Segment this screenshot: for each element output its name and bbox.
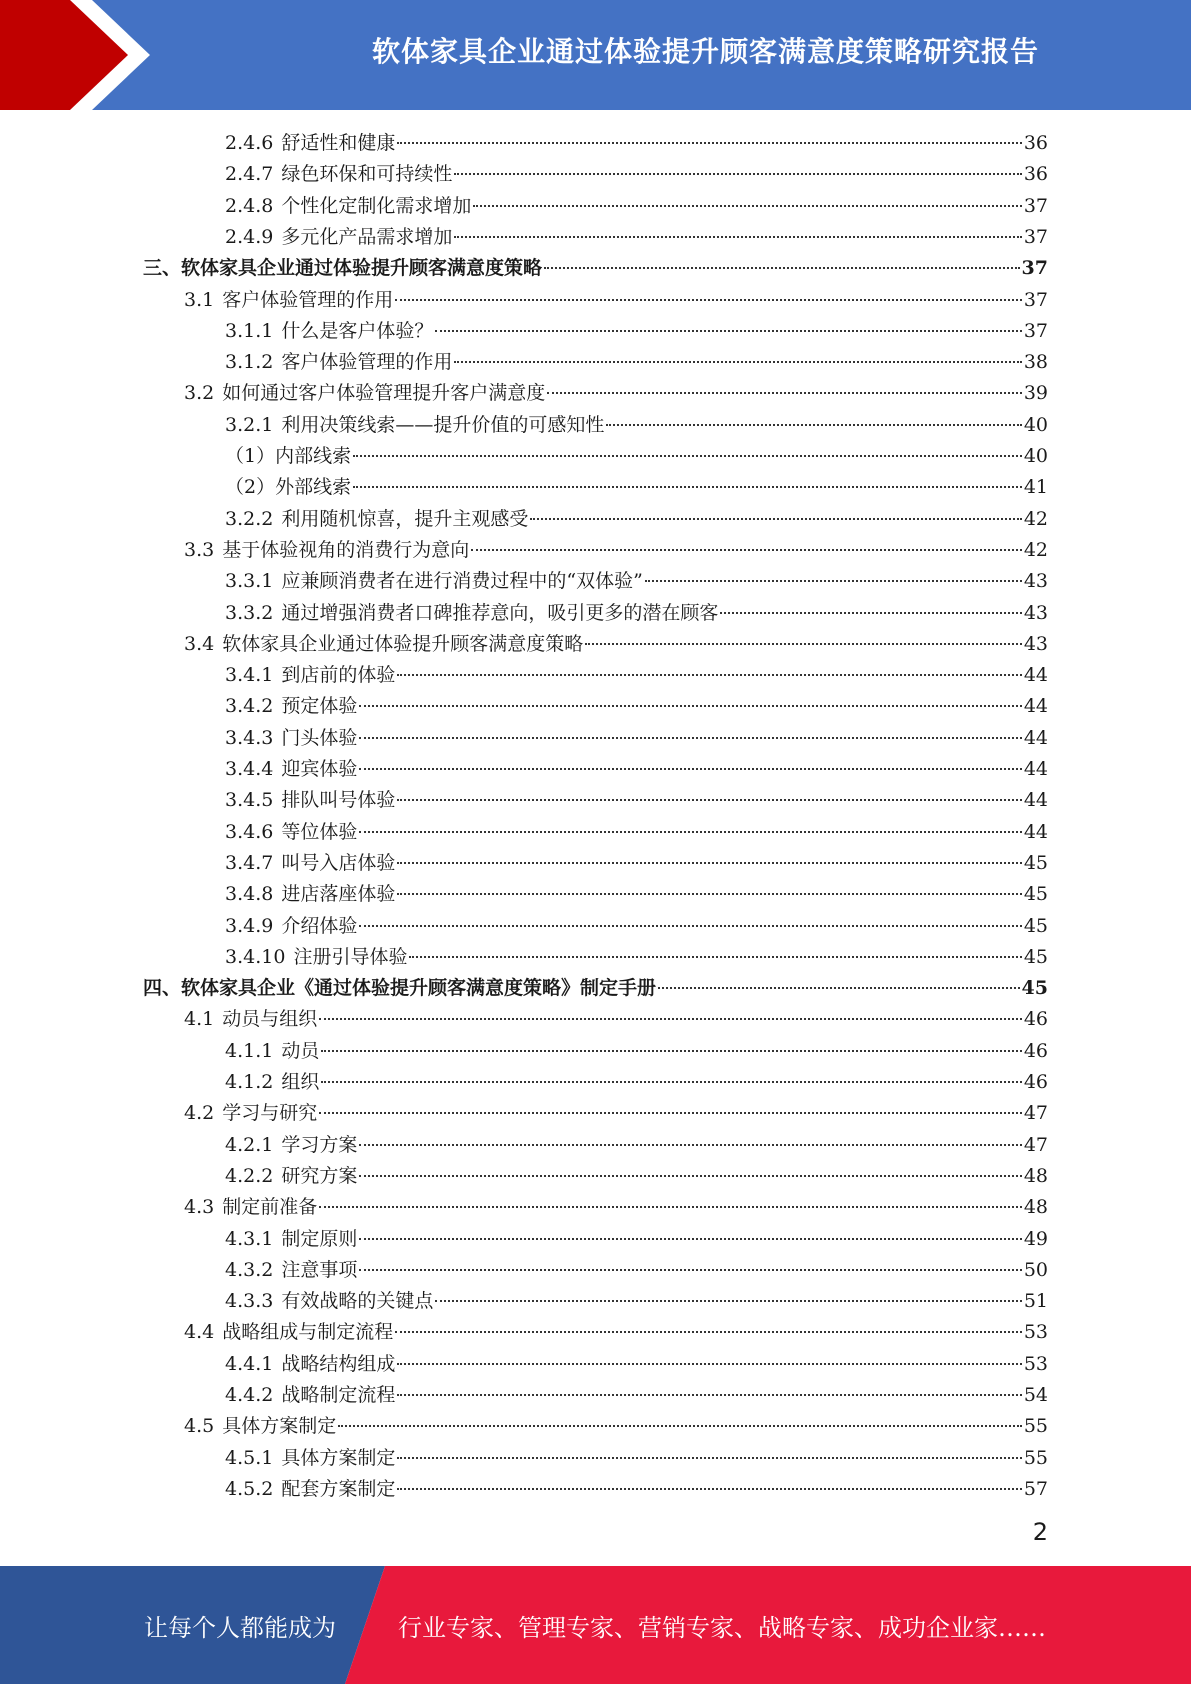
toc-entry-page: 57 — [1023, 1478, 1048, 1500]
toc-entry-number: 3.1.2 — [225, 351, 274, 373]
toc-dot-leader — [397, 1394, 1021, 1396]
toc-entry[interactable] — [225, 1067, 1048, 1098]
toc-entry-page: 43 — [1023, 602, 1048, 624]
toc-entry[interactable] — [225, 1161, 1048, 1192]
toc-entry-title: 软体家具企业通过体验提升顾客满意度策略 — [222, 633, 584, 655]
toc-entry-title: 具体方案制定 — [222, 1415, 337, 1437]
toc-entry[interactable] — [225, 879, 1048, 910]
toc-entry[interactable] — [143, 973, 1048, 1004]
toc-entry-number: 3.4.7 — [225, 852, 274, 874]
toc-entry-page: 43 — [1023, 633, 1048, 655]
toc-entry-number: 4.3.1 — [225, 1228, 274, 1250]
toc-entry-number: 4.3 — [184, 1196, 215, 1218]
toc-entry-number: 2.4.8 — [225, 195, 274, 217]
toc-dot-leader — [338, 1425, 1022, 1427]
toc-entry-page: 46 — [1023, 1040, 1048, 1062]
toc-dot-leader — [353, 455, 1022, 457]
toc-entry-page: 37 — [1023, 289, 1048, 311]
toc-entry-page: 41 — [1023, 476, 1048, 498]
toc-entry-page: 38 — [1023, 351, 1048, 373]
toc-entry-number: 3.3.2 — [225, 602, 274, 624]
toc-entry-number: 4.5.2 — [225, 1478, 274, 1500]
toc-entry[interactable] — [225, 441, 1048, 472]
toc-entry-page: 40 — [1023, 414, 1048, 436]
toc-dot-leader — [397, 142, 1021, 144]
toc-entry[interactable] — [225, 691, 1048, 722]
toc-dot-leader — [658, 987, 1020, 989]
toc-entry-page: 54 — [1023, 1384, 1048, 1406]
toc-entry[interactable] — [143, 253, 1048, 284]
toc-entry-number: 3.4.3 — [225, 727, 274, 749]
toc-entry-title: 如何通过客户体验管理提升客户满意度 — [222, 382, 546, 404]
toc-entry[interactable] — [225, 159, 1048, 190]
toc-entry-page: 43 — [1023, 570, 1048, 592]
toc-entry-title: 动员与组织 — [222, 1008, 318, 1030]
toc-entry-page: 45 — [1023, 915, 1048, 937]
toc-dot-leader — [435, 1300, 1021, 1302]
toc-entry-number: 3.4.1 — [225, 664, 274, 686]
toc-entry-title: 通过增强消费者口碑推荐意向，吸引更多的潜在顾客 — [281, 602, 719, 624]
toc-dot-leader — [645, 580, 1022, 582]
toc-entry-title: 叫号入店体验 — [281, 852, 396, 874]
toc-entry-title: 基于体验视角的消费行为意向 — [222, 539, 470, 561]
toc-entry-page: 40 — [1023, 445, 1048, 467]
toc-entry[interactable] — [225, 1286, 1048, 1317]
toc-entry[interactable] — [225, 660, 1048, 691]
toc-entry-number: 3.4.6 — [225, 821, 274, 843]
toc-entry[interactable] — [225, 316, 1048, 347]
toc-entry-title: 多元化产品需求增加 — [281, 226, 453, 248]
toc-entry-title: 学习与研究 — [222, 1102, 318, 1124]
toc-dot-leader — [471, 549, 1022, 551]
toc-entry[interactable] — [225, 347, 1048, 378]
toc-entry-number: 3.2.1 — [225, 414, 274, 436]
toc-dot-leader — [353, 486, 1022, 488]
toc-entry-number: 4.2.1 — [225, 1134, 274, 1156]
toc-entry-title: 门头体验 — [281, 727, 358, 749]
toc-entry[interactable] — [225, 785, 1048, 816]
toc-dot-leader — [473, 205, 1021, 207]
toc-entry-number: 3.4 — [184, 633, 215, 655]
toc-entry-number: 3.4.4 — [225, 758, 274, 780]
toc-entry[interactable] — [184, 285, 1048, 316]
toc-entry-title: 组织 — [281, 1071, 320, 1093]
toc-entry-page: 45 — [1023, 883, 1048, 905]
toc-entry[interactable] — [184, 1098, 1048, 1129]
toc-entry[interactable] — [225, 410, 1048, 441]
toc-dot-leader — [319, 1018, 1022, 1020]
toc-entry-title: 三、软体家具企业通过体验提升顾客满意度策略 — [143, 257, 543, 279]
toc-dot-leader — [544, 267, 1020, 269]
toc-dot-leader — [585, 643, 1022, 645]
toc-entry[interactable] — [225, 1474, 1048, 1505]
toc-entry-title: 四、软体家具企业《通过体验提升顾客满意度策略》制定手册 — [143, 977, 657, 999]
toc-entry[interactable] — [225, 817, 1048, 848]
toc-dot-leader — [547, 392, 1022, 394]
toc-entry[interactable] — [225, 128, 1048, 159]
toc-entry-page: 42 — [1023, 539, 1048, 561]
toc-entry-page: 55 — [1023, 1447, 1048, 1469]
toc-entry-title: （1）内部线索 — [225, 445, 352, 467]
toc-entry[interactable] — [184, 1004, 1048, 1035]
toc-entry-title: 绿色环保和可持续性 — [281, 163, 453, 185]
toc-entry-number: 2.4.9 — [225, 226, 274, 248]
toc-entry-page: 50 — [1023, 1259, 1048, 1281]
toc-dot-leader — [397, 1363, 1021, 1365]
toc-entry-number: 4.5.1 — [225, 1447, 274, 1469]
toc-entry-title: 客户体验管理的作用 — [281, 351, 453, 373]
toc-dot-leader — [319, 1206, 1022, 1208]
toc-entry-title: 什么是客户体验？ — [281, 320, 434, 342]
toc-entry-number: 3.4.2 — [225, 695, 274, 717]
toc-entry-number: 4.2 — [184, 1102, 215, 1124]
toc-entry-title: 学习方案 — [281, 1134, 358, 1156]
toc-dot-leader — [395, 1331, 1022, 1333]
footer-slogan-left: 让每个人都能成为 — [144, 1613, 336, 1642]
toc-entry-number: 3.3 — [184, 539, 215, 561]
toc-entry-page: 49 — [1023, 1228, 1048, 1250]
toc-entry-page: 37 — [1023, 320, 1048, 342]
toc-entry-title: 利用决策线索——提升价值的可感知性 — [281, 414, 605, 436]
toc-entry-page: 46 — [1023, 1071, 1048, 1093]
toc-entry-title: （2）外部线索 — [225, 476, 352, 498]
toc-entry[interactable] — [184, 629, 1048, 660]
toc-dot-leader — [397, 1457, 1021, 1459]
toc-entry[interactable] — [225, 942, 1048, 973]
toc-entry-page: 37 — [1023, 195, 1048, 217]
toc-entry-title: 有效战略的关键点 — [281, 1290, 434, 1312]
toc-dot-leader — [454, 173, 1021, 175]
toc-dot-leader — [395, 299, 1022, 301]
toc-entry-number: 4.3.2 — [225, 1259, 274, 1281]
toc-entry-title: 进店落座体验 — [281, 883, 396, 905]
toc-entry-number: 4.3.3 — [225, 1290, 274, 1312]
toc-entry-number: 4.1.2 — [225, 1071, 274, 1093]
toc-entry[interactable] — [184, 378, 1048, 409]
toc-entry-number: 4.5 — [184, 1415, 215, 1437]
toc-dot-leader — [321, 1050, 1021, 1052]
toc-entry-page: 51 — [1023, 1290, 1048, 1312]
toc-entry[interactable] — [225, 472, 1048, 503]
toc-dot-leader — [606, 424, 1021, 426]
footer-band — [0, 1566, 1191, 1684]
toc-entry-page: 37 — [1021, 257, 1048, 279]
toc-entry-title: 战略组成与制定流程 — [222, 1321, 394, 1343]
toc-entry[interactable] — [225, 1380, 1048, 1411]
toc-entry-number: 3.2.2 — [225, 508, 274, 530]
toc-dot-leader — [720, 612, 1021, 614]
toc-entry-page: 37 — [1023, 226, 1048, 248]
toc-entry-page: 44 — [1023, 727, 1048, 749]
toc-entry-number: 4.4 — [184, 1321, 215, 1343]
toc-entry[interactable] — [184, 535, 1048, 566]
toc-entry-page: 39 — [1023, 382, 1048, 404]
toc-entry-title: 战略制定流程 — [281, 1384, 396, 1406]
toc-dot-leader — [321, 1081, 1021, 1083]
toc-entry[interactable] — [184, 1317, 1048, 1348]
toc-entry-number: 3.2 — [184, 382, 215, 404]
toc-entry-number: 3.4.8 — [225, 883, 274, 905]
toc-entry-title: 舒适性和健康 — [281, 132, 396, 154]
toc-dot-leader — [454, 236, 1021, 238]
toc-dot-leader — [359, 1238, 1021, 1240]
toc-entry[interactable] — [225, 566, 1048, 597]
toc-entry-title: 制定原则 — [281, 1228, 358, 1250]
toc-entry-number: 3.4.9 — [225, 915, 274, 937]
toc-dot-leader — [359, 1144, 1021, 1146]
toc-entry-page: 53 — [1023, 1321, 1048, 1343]
toc-entry[interactable] — [225, 222, 1048, 253]
toc-entry-page: 44 — [1023, 821, 1048, 843]
toc-entry[interactable] — [184, 1411, 1048, 1442]
toc-entry-number: 3.4.10 — [225, 946, 286, 968]
toc-entry-page: 55 — [1023, 1415, 1048, 1437]
toc-entry-title: 动员 — [281, 1040, 320, 1062]
toc-entry-number: 4.1.1 — [225, 1040, 274, 1062]
toc-entry[interactable] — [225, 723, 1048, 754]
toc-entry-number: 3.3.1 — [225, 570, 274, 592]
toc-entry[interactable] — [184, 1192, 1048, 1223]
toc-dot-leader — [397, 893, 1021, 895]
toc-entry[interactable] — [225, 1349, 1048, 1380]
footer-slogan-right: 行业专家、管理专家、营销专家、战略专家、成功企业家…… — [398, 1613, 1046, 1642]
toc-dot-leader — [397, 862, 1021, 864]
toc-entry-title: 研究方案 — [281, 1165, 358, 1187]
toc-dot-leader — [530, 518, 1021, 520]
toc-entry[interactable] — [225, 1224, 1048, 1255]
toc-entry-title: 介绍体验 — [281, 915, 358, 937]
toc-entry-title: 战略结构组成 — [281, 1353, 396, 1375]
toc-dot-leader — [359, 831, 1021, 833]
toc-entry-number: 4.1 — [184, 1008, 215, 1030]
toc-entry[interactable] — [225, 1255, 1048, 1286]
toc-entry-title: 个性化定制化需求增加 — [281, 195, 472, 217]
page-number: 2 — [1032, 1518, 1048, 1546]
toc-entry-title: 客户体验管理的作用 — [222, 289, 394, 311]
toc-dot-leader — [409, 956, 1021, 958]
toc-dot-leader — [454, 361, 1021, 363]
toc-dot-leader — [397, 799, 1021, 801]
toc-entry-page: 44 — [1023, 789, 1048, 811]
toc-entry-number: 3.4.5 — [225, 789, 274, 811]
toc-entry-page: 53 — [1023, 1353, 1048, 1375]
toc-entry-number: 4.4.1 — [225, 1353, 274, 1375]
toc-entry-title: 制定前准备 — [222, 1196, 318, 1218]
toc-entry-number: 2.4.6 — [225, 132, 274, 154]
toc-entry[interactable] — [225, 848, 1048, 879]
toc-entry-page: 47 — [1023, 1134, 1048, 1156]
toc-dot-leader — [359, 737, 1021, 739]
toc-entry-number: 4.4.2 — [225, 1384, 274, 1406]
toc-entry-number: 3.1 — [184, 289, 215, 311]
toc-entry[interactable] — [225, 911, 1048, 942]
toc-entry-page: 46 — [1023, 1008, 1048, 1030]
toc-dot-leader — [359, 768, 1021, 770]
toc-entry-title: 预定体验 — [281, 695, 358, 717]
toc-entry-page: 36 — [1023, 132, 1048, 154]
toc-dot-leader — [359, 705, 1021, 707]
toc-entry-page: 45 — [1023, 852, 1048, 874]
toc-entry[interactable] — [225, 1036, 1048, 1067]
toc-dot-leader — [359, 1175, 1021, 1177]
toc-dot-leader — [435, 330, 1021, 332]
toc-entry-page: 48 — [1023, 1196, 1048, 1218]
toc-entry-title: 注册引导体验 — [293, 946, 408, 968]
toc-entry-page: 48 — [1023, 1165, 1048, 1187]
toc-entry-title: 应兼顾消费者在进行消费过程中的“双体验” — [281, 570, 643, 592]
document-title: 软体家具企业通过体验提升顾客满意度策略研究报告 — [371, 35, 1039, 68]
toc-entry-page: 45 — [1023, 946, 1048, 968]
toc-entry-page: 36 — [1023, 163, 1048, 185]
toc-dot-leader — [319, 1112, 1022, 1114]
toc-entry-number: 2.4.7 — [225, 163, 274, 185]
toc-entry[interactable] — [225, 1130, 1048, 1161]
toc-entry[interactable] — [225, 598, 1048, 629]
toc-dot-leader — [359, 1269, 1021, 1271]
toc-entry-page: 42 — [1023, 508, 1048, 530]
toc-entry-title: 到店前的体验 — [281, 664, 396, 686]
toc-entry-number: 4.2.2 — [225, 1165, 274, 1187]
header-band — [0, 0, 1191, 110]
toc-entry[interactable] — [225, 1443, 1048, 1474]
toc-entry[interactable] — [225, 754, 1048, 785]
toc-entry-page: 47 — [1023, 1102, 1048, 1124]
toc-entry-page: 44 — [1023, 664, 1048, 686]
toc-entry-page: 44 — [1023, 695, 1048, 717]
toc-dot-leader — [359, 925, 1021, 927]
toc-entry-page: 45 — [1021, 977, 1048, 999]
toc-entry-title: 迎宾体验 — [281, 758, 358, 780]
toc-entry-title: 排队叫号体验 — [281, 789, 396, 811]
toc-entry-number: 3.1.1 — [225, 320, 274, 342]
toc-entry-title: 等位体验 — [281, 821, 358, 843]
toc-entry-title: 注意事项 — [281, 1259, 358, 1281]
toc-dot-leader — [397, 674, 1021, 676]
toc-entry[interactable] — [225, 191, 1048, 222]
toc-entry-page: 44 — [1023, 758, 1048, 780]
toc-entry-title: 利用随机惊喜，提升主观感受 — [281, 508, 529, 530]
toc-dot-leader — [397, 1488, 1021, 1490]
toc-entry[interactable] — [225, 504, 1048, 535]
toc-entry-title: 具体方案制定 — [281, 1447, 396, 1469]
toc-entry-title: 配套方案制定 — [281, 1478, 396, 1500]
